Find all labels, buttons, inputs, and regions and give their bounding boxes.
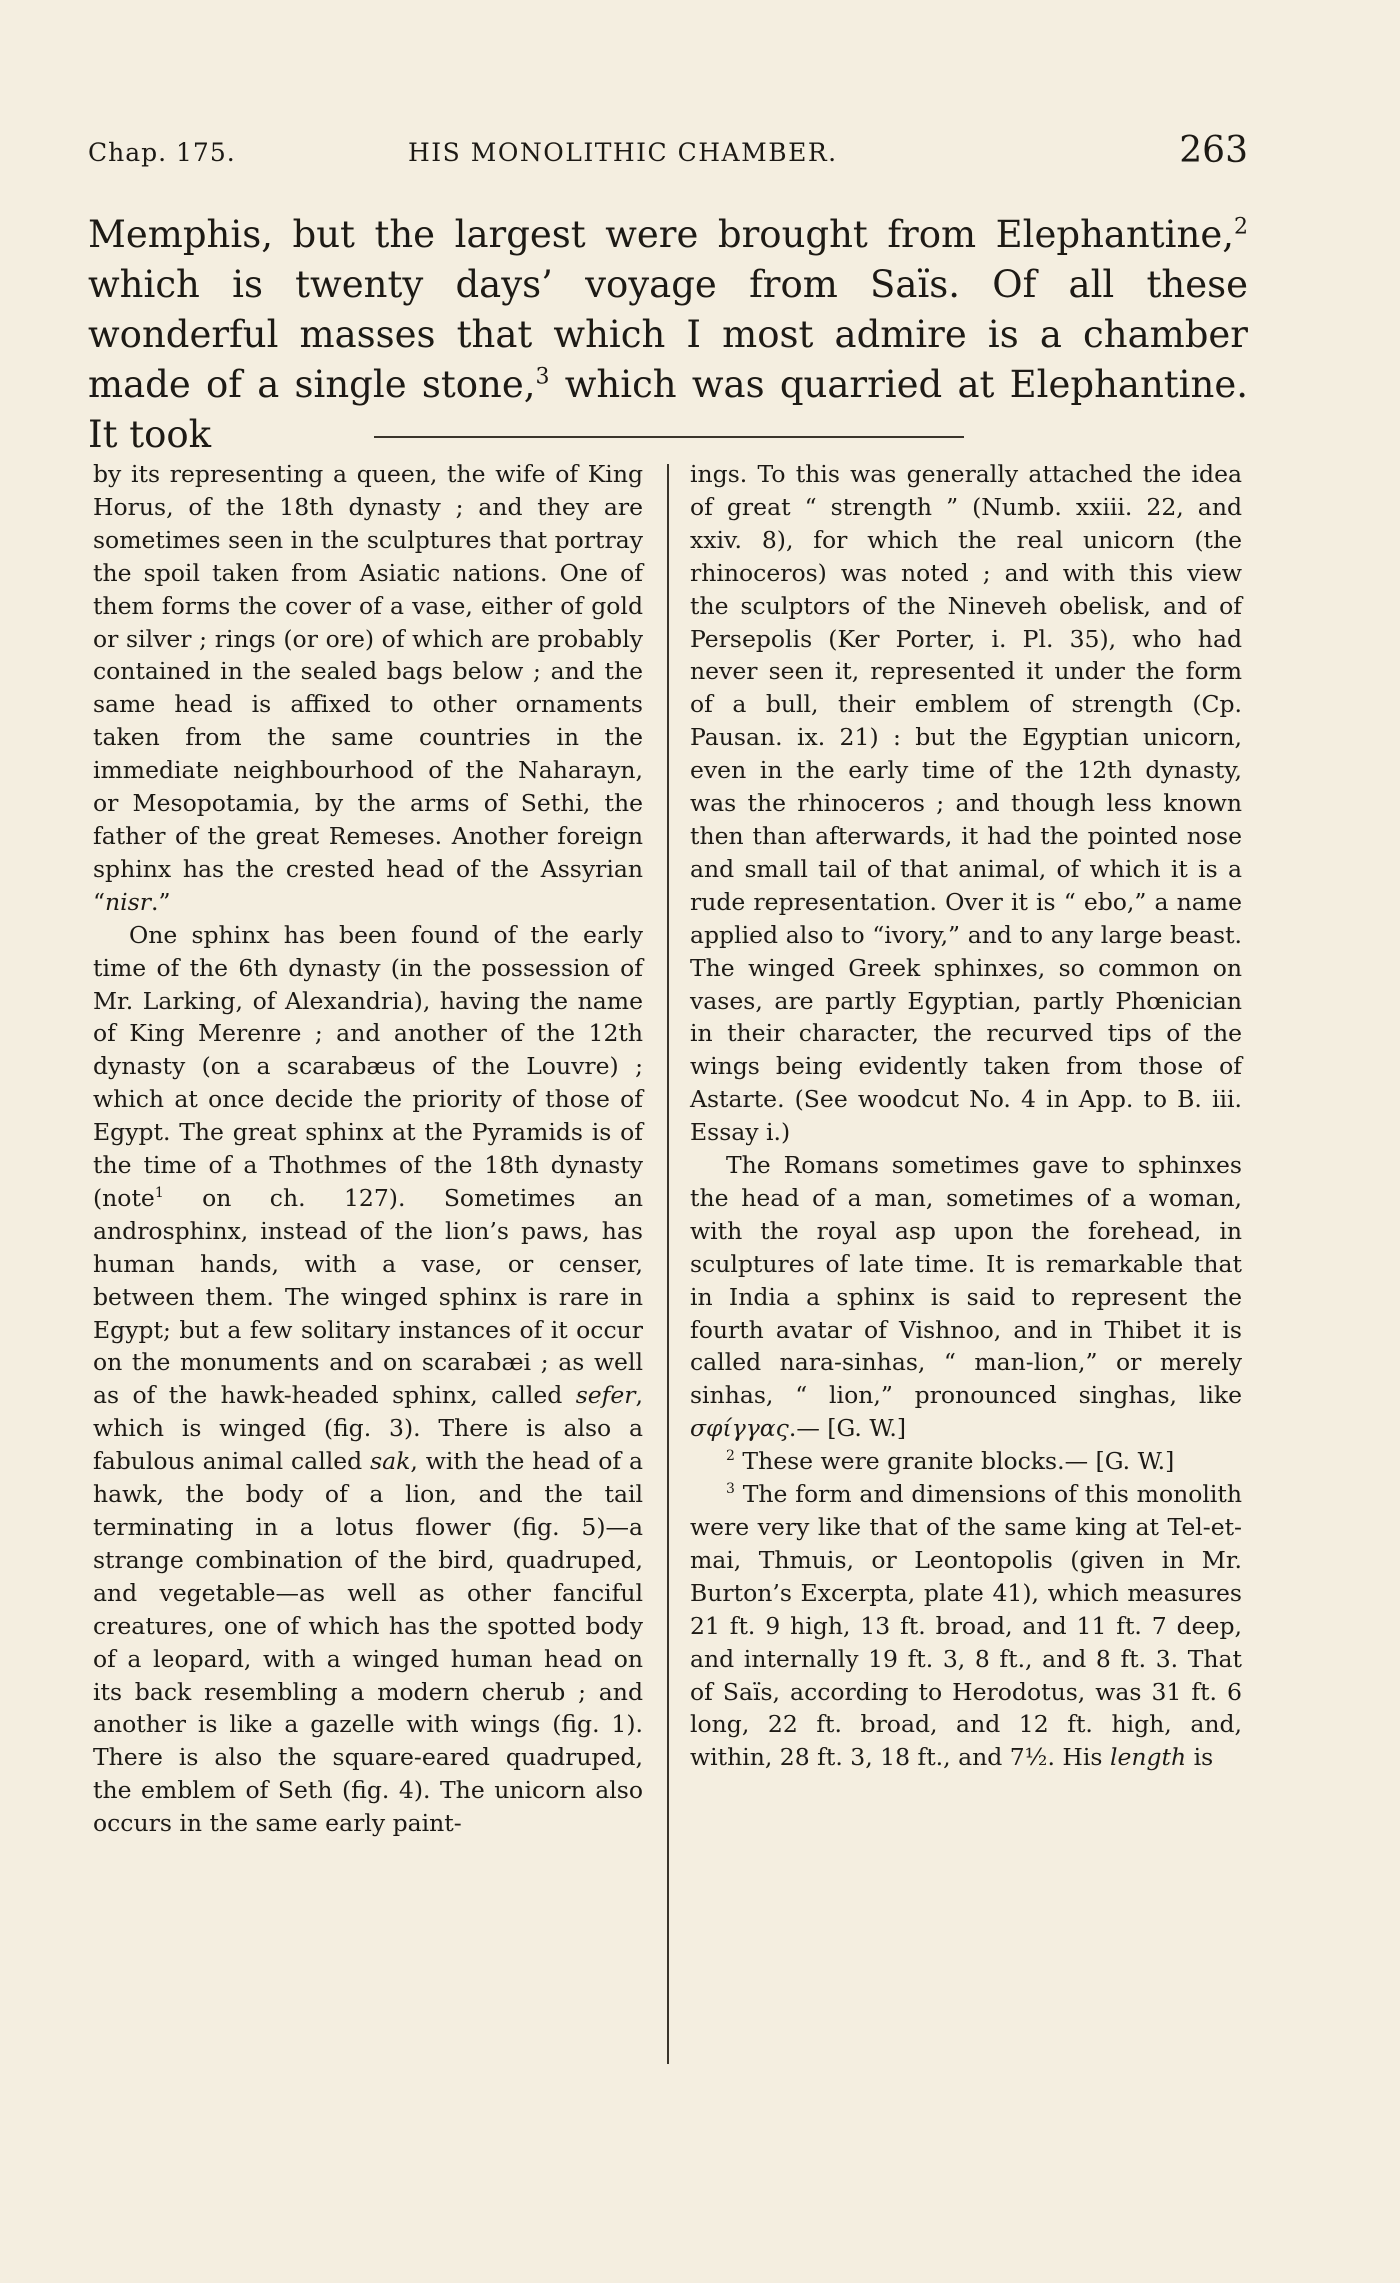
footnote-greek: σφίγγας: [690, 1414, 789, 1443]
running-title: HIS MONOLITHIC CHAMBER.: [408, 138, 838, 167]
footnote-3: [690, 1478, 1242, 1774]
main-text-part: which is twenty days’ voyage from Saïs. Of all these wonderful masses that which I most admire is a chamber made of a single stone,: [88, 263, 1248, 406]
footnote-text: is: [1186, 1743, 1214, 1772]
footnote-paragraph: [93, 919, 643, 1840]
column-divider: [667, 464, 669, 2064]
page-number: 263: [1179, 130, 1248, 171]
footnote-column-left: [93, 458, 643, 1840]
footnote-paragraph: [93, 458, 643, 919]
footnote-text: .— [G. W.]: [788, 1414, 907, 1443]
footnote-paragraph: ings. To this was generally attached the idea of great “ strength ” (Numb. xxiii. 22, and xxiv. 8), for which the real unicorn (the rhinoceros) was noted ; and with this view the sculptors of the Nineveh obelisk, and of Persepolis (Ker Porter, i. Pl. 35), who had never seen it, represented it under the form of a bull, their emblem of strength (Cp. Pausan. ix. 21) : but the Egyptian unicorn, even in the early time of the 12th dynasty, was the rhinoceros ; and though less known then than afterwards, it had the pointed nose and small tail of that animal, of which it is a rude representation. Over it is “ ebo,” a name applied also to “ivory,” and to any large beast. The winged Greek sphinxes, so common on vases, are partly Egyptian, partly Phœnician in their character, the recurved tips of the wings being evidently taken from those of Astarte. (See woodcut No. 4 in App. to B. iii. Essay i.): [690, 460, 1242, 1147]
footnote-italic: length: [1109, 1743, 1187, 1772]
footnote-ref-3: 3: [535, 364, 550, 390]
footnote-text: These were granite blocks.— [G. W.]: [734, 1447, 1175, 1476]
footnote-text: .”: [150, 887, 171, 916]
footnote-text: The form and dimensions of this monolith were very like that of the same king at Tel-et-mai, Thmuis, or Leontopolis (given in Mr. Burton’s Excerpta, plate 41), which measures 21 ft. 9 high, 13 ft. broad, and 11 ft. 7 deep, and internally 19 ft. 3, 8 ft., and 8 ft. 3. That of Saïs, according to Herodotus, was 31 ft. 6 long, 22 ft. broad, and 12 ft. high, and, within, 28 ft. 3, 18 ft., and 7½. His: [690, 1480, 1242, 1772]
footnote-rule: [374, 436, 964, 438]
chapter-label: Chap. 175.: [88, 138, 236, 167]
footnote-paragraph: [690, 1149, 1242, 1445]
main-text-part: which was quarried at Elephantine. It took: [88, 363, 1248, 456]
footnote-column-right: [690, 458, 1242, 1774]
footnote-ref-2: 2: [1234, 214, 1248, 240]
footnote-text: by its representing a queen, the wife of King Horus, of the 18th dynasty ; and they are sometimes seen in the sculptures that portray the spoil taken from Asiatic nations. One of them forms the cover of a vase, either of gold or silver ; rings (or ore) of which are probably contained in the sealed bags below ; and the same head is affixed to other ornaments taken from the same countries in the immediate neighbourhood of the Naharayn, or Mesopotamia, by the arms of Sethi, the father of the great Remeses. Another foreign sphinx has the crested head of the Assyrian “: [93, 460, 643, 916]
footnote-italic: nisr: [105, 887, 151, 916]
running-head: [88, 130, 1248, 180]
footnote-number: 3: [726, 1481, 735, 1498]
main-text-part: Memphis, but the largest were brought from Elephantine,: [88, 213, 1234, 256]
footnote-text: , which is winged (fig. 3). There is also a fabulous animal called: [93, 1381, 643, 1476]
footnote-italic: sak: [370, 1447, 411, 1476]
footnote-text: on ch. 127). Sometimes an androsphinx, instead of the lion’s paws, has human hands, with a vase, or censer, between them. The winged sphinx is rare in Egypt; but a few solitary instances of it occur on the monuments and on scarabæi ; as well as of the hawk-headed sphinx, called: [93, 1183, 643, 1410]
note-reference: 1: [154, 1185, 164, 1202]
footnote-text: , with the head of a hawk, the body of a lion, and the tail terminating in a lotus flower (fig. 5)—a strange combination of the bird, quadruped, and vegetable—as well as other fanciful creatures, one of which has the spotted body of a leopard, with a winged human head on its back resembling a modern cherub ; and another is like a gazelle with wings (fig. 1). There is also the square-eared quadruped, the emblem of Seth (fig. 4). The unicorn also occurs in the same early paint-: [93, 1447, 644, 1838]
footnote-text: One sphinx has been found of the early time of the 6th dynasty (in the possession of Mr. Larking, of Alexandria), having the name of King Merenre ; and another of the 12th dynasty (on a scarabæus of the Louvre) ; which at once decide the priority of those of Egypt. The great sphinx at the Pyramids is of the time of a Thothmes of the 18th dynasty (note: [93, 920, 643, 1212]
footnote-italic: sefer: [575, 1381, 636, 1410]
footnote-text: The Romans sometimes gave to sphinxes the head of a man, sometimes of a woman, with the royal asp upon the forehead, in sculptures of late time. It is remarkable that in India a sphinx is said to represent the fourth avatar of Vishnoo, and in Thibet it is called nara-sinhas, “ man-lion,” or merely sinhas, “ lion,” pronounced singhas, like: [690, 1151, 1242, 1410]
footnote-2: [690, 1445, 1242, 1478]
footnote-number: 2: [726, 1448, 735, 1465]
main-text: [88, 210, 1248, 460]
